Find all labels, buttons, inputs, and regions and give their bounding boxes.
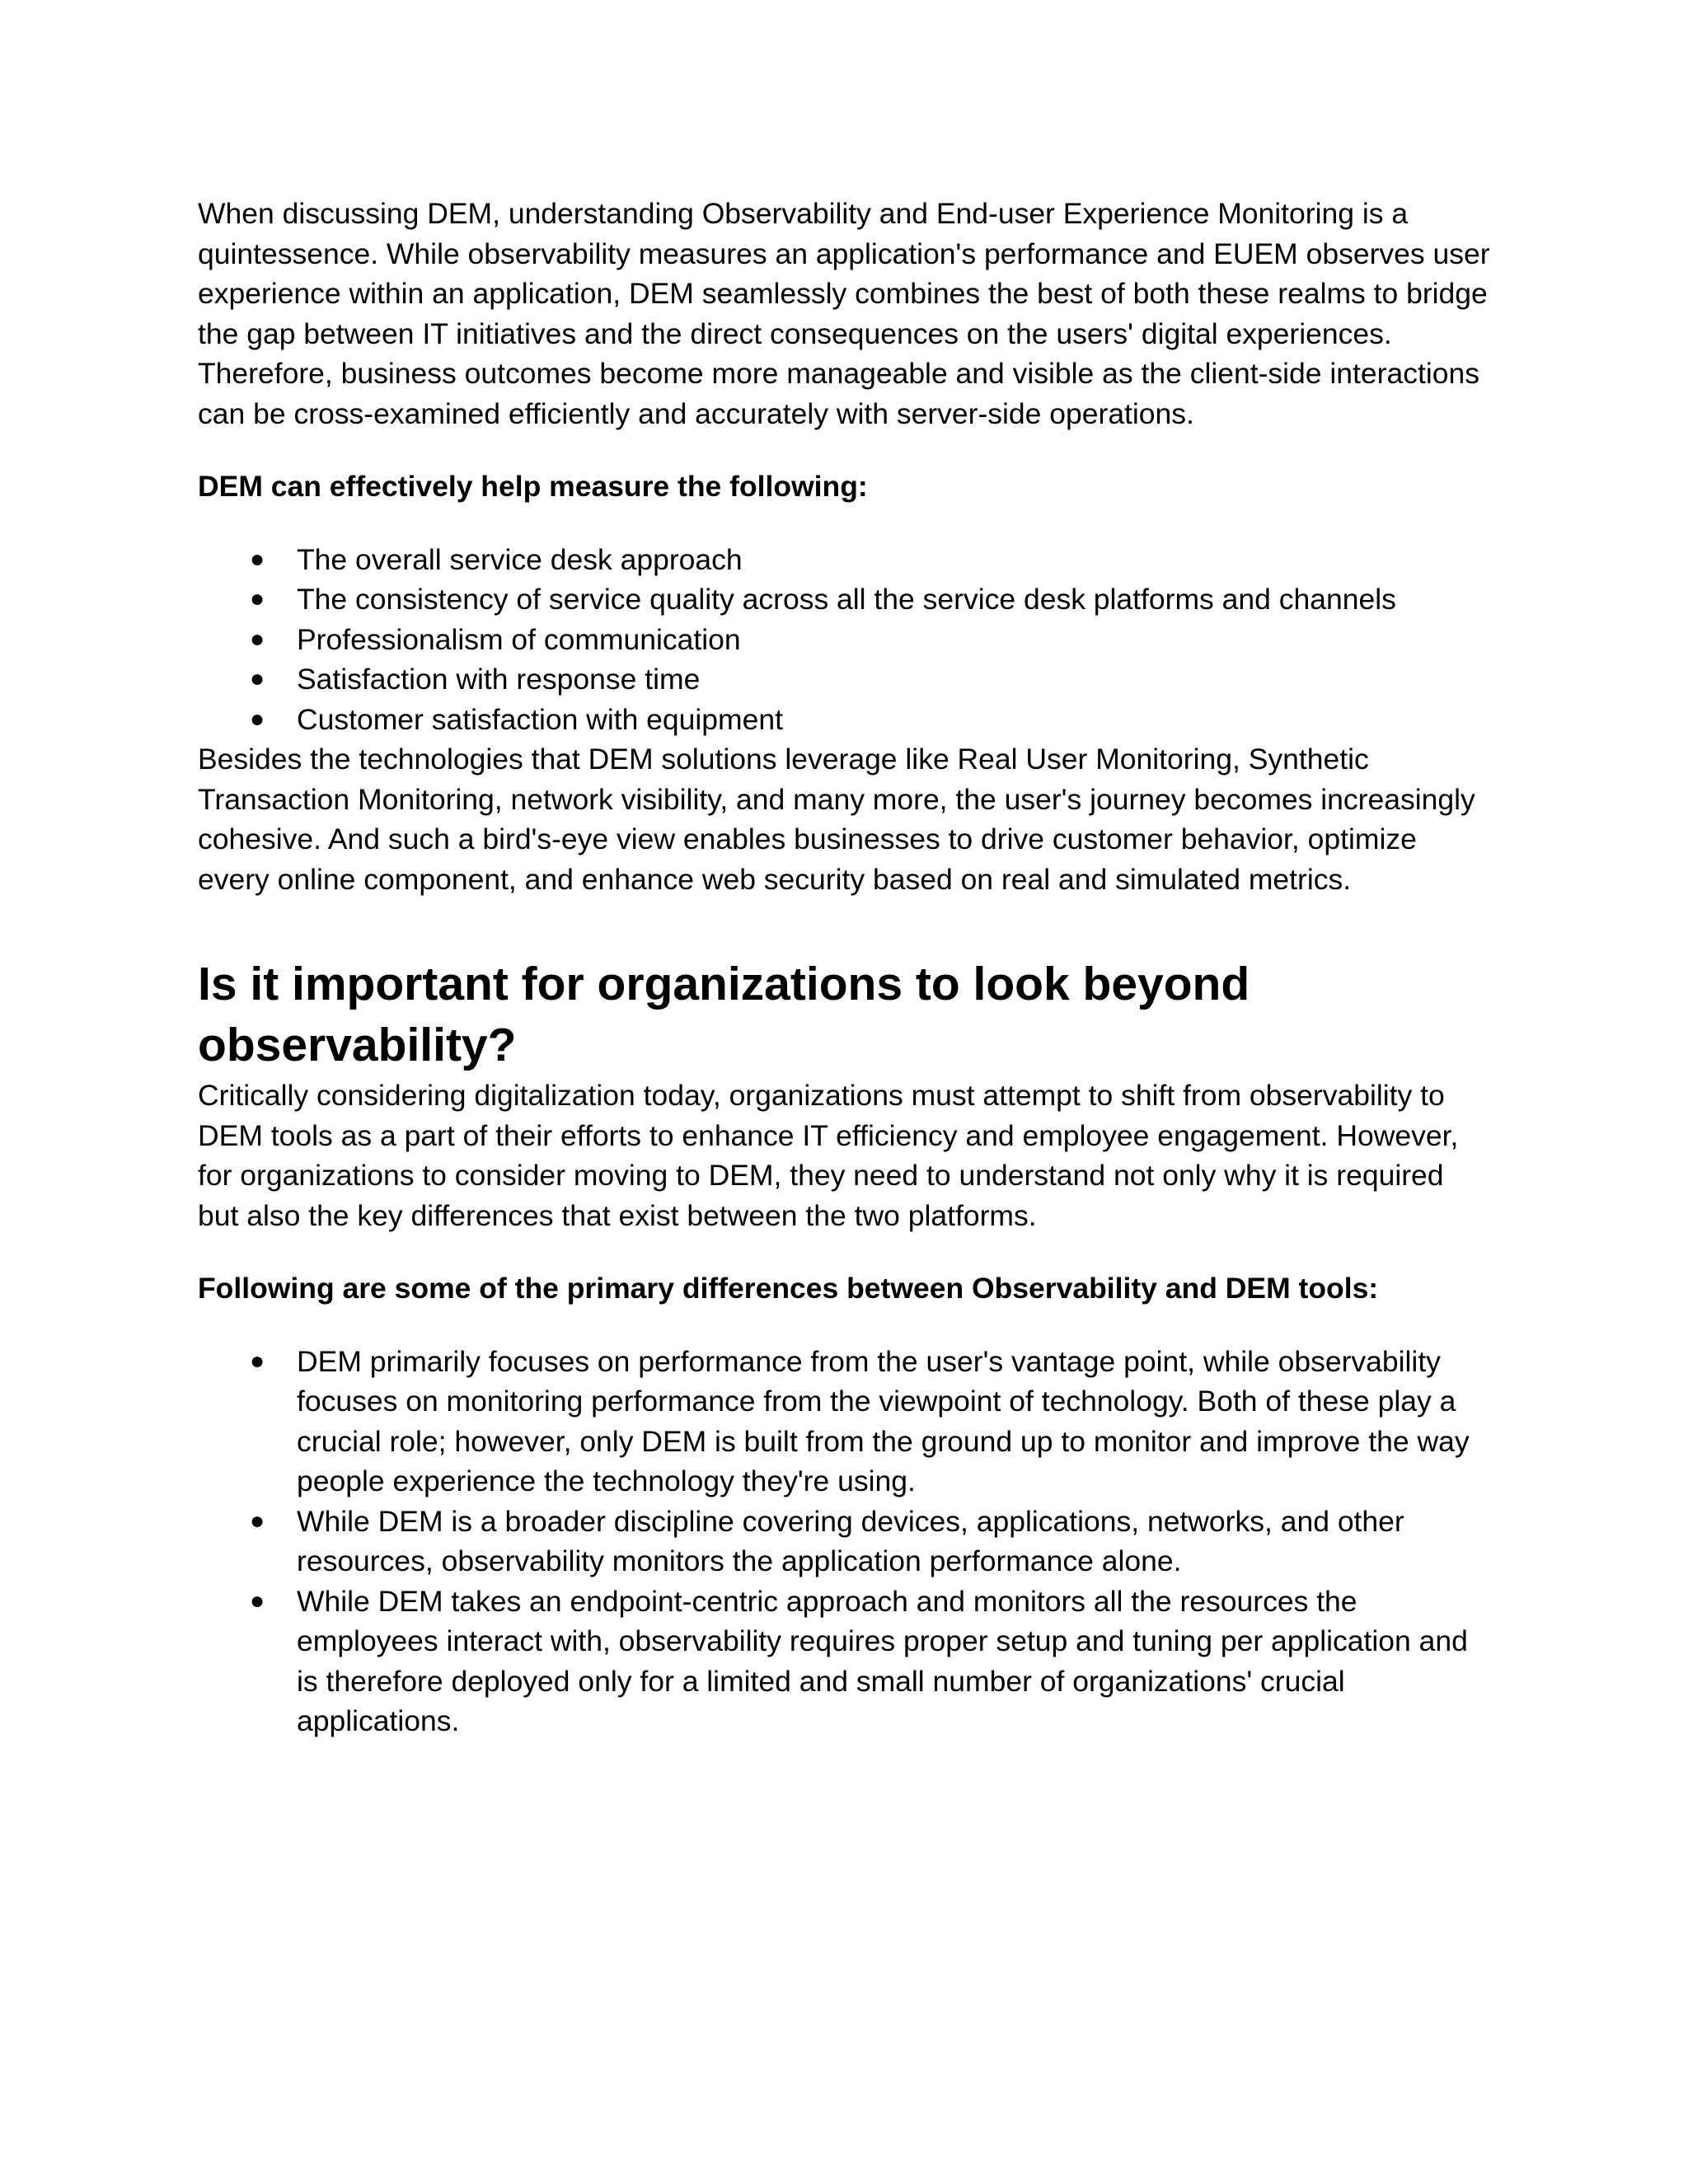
list-item [250, 1502, 1492, 1582]
list-item-text: While DEM takes an endpoint-centric approach and monitors all the resources the employees interact with, observability requires proper setup and tuning per application and is therefore deployed only for a limited and small number of organizations' crucial applications. [297, 1584, 1468, 1737]
list-item-text: The overall service desk approach [297, 542, 743, 576]
besides-paragraph: Besides the technologies that DEM solutions leverage like Real User Monitoring, Synthetic Transaction Monitoring, network visibility, and many more, the user's journey becomes increasingly cohesive. And such a bird's-eye view enables businesses to drive customer behavior, optimize every online component, and enhance web security based on real and simulated metrics. [198, 743, 1475, 896]
list-item [250, 579, 1492, 620]
measure-lead: DEM can effectively help measure the following: [198, 470, 868, 503]
list-item-text: The consistency of service quality across all the service desk platforms and channels [297, 583, 1396, 616]
list-item-text: Customer satisfaction with equipment [297, 702, 783, 736]
list-item [250, 1342, 1492, 1502]
bullet-icon: ● [250, 705, 265, 733]
list-item [250, 620, 1492, 660]
list-item-text: DEM primarily focuses on performance from the user's vantage point, while observability focuses on monitoring performance from the viewpoint of technology. Both of these play a crucial role; however, only DEM is built from the ground up to monitor and improve the way people experience the technology they're using. [297, 1344, 1470, 1497]
list-item-text: While DEM is a broader discipline covering devices, applications, networks, and other resources, observability monitors the application performance alone. [297, 1504, 1404, 1577]
bullet-icon: ● [250, 545, 265, 573]
bullet-icon: ● [250, 1347, 265, 1375]
critically-paragraph: Critically considering digitalization today, organizations must attempt to shift from observability to DEM tools as a part of their efforts to enhance IT efficiency and employee engagement. However, for organizations to consider moving to DEM, they need to understand not only why it is required but also the key differences that exist between the two platforms. [198, 1079, 1459, 1232]
list-item [250, 1582, 1492, 1741]
list-item [250, 700, 1492, 740]
bullet-icon: ● [250, 1507, 265, 1535]
list-item-text: Satisfaction with response time [297, 663, 701, 696]
list-item-text: Professionalism of communication [297, 622, 741, 656]
section-heading: Is it important for organizations to look beyond observability? [198, 958, 1250, 1071]
list-item [250, 540, 1492, 580]
intro-paragraph: When discussing DEM, understanding Observability and End-user Experience Monitoring is a quintessence. While observability measures an application's performance and EUEM observes user experience within an application, DEM seamlessly combines the best of both these realms to bridge the gap between IT initiatives and the direct consequences on the users' digital experiences. Therefore, business outcomes become more manageable and visible as the client-side interactions can be cross-examined efficiently and accurately with server-side operations. [198, 197, 1490, 430]
bullet-icon: ● [250, 585, 265, 612]
list-item [250, 659, 1492, 700]
differences-lead: Following are some of the primary differences between Observability and DEM tools: [198, 1272, 1379, 1305]
measure-list [198, 540, 1492, 740]
document-page [198, 194, 1492, 1741]
bullet-icon: ● [250, 1586, 265, 1615]
bullet-icon: ● [250, 625, 265, 653]
bullet-icon: ● [250, 665, 265, 692]
differences-list [198, 1342, 1492, 1741]
